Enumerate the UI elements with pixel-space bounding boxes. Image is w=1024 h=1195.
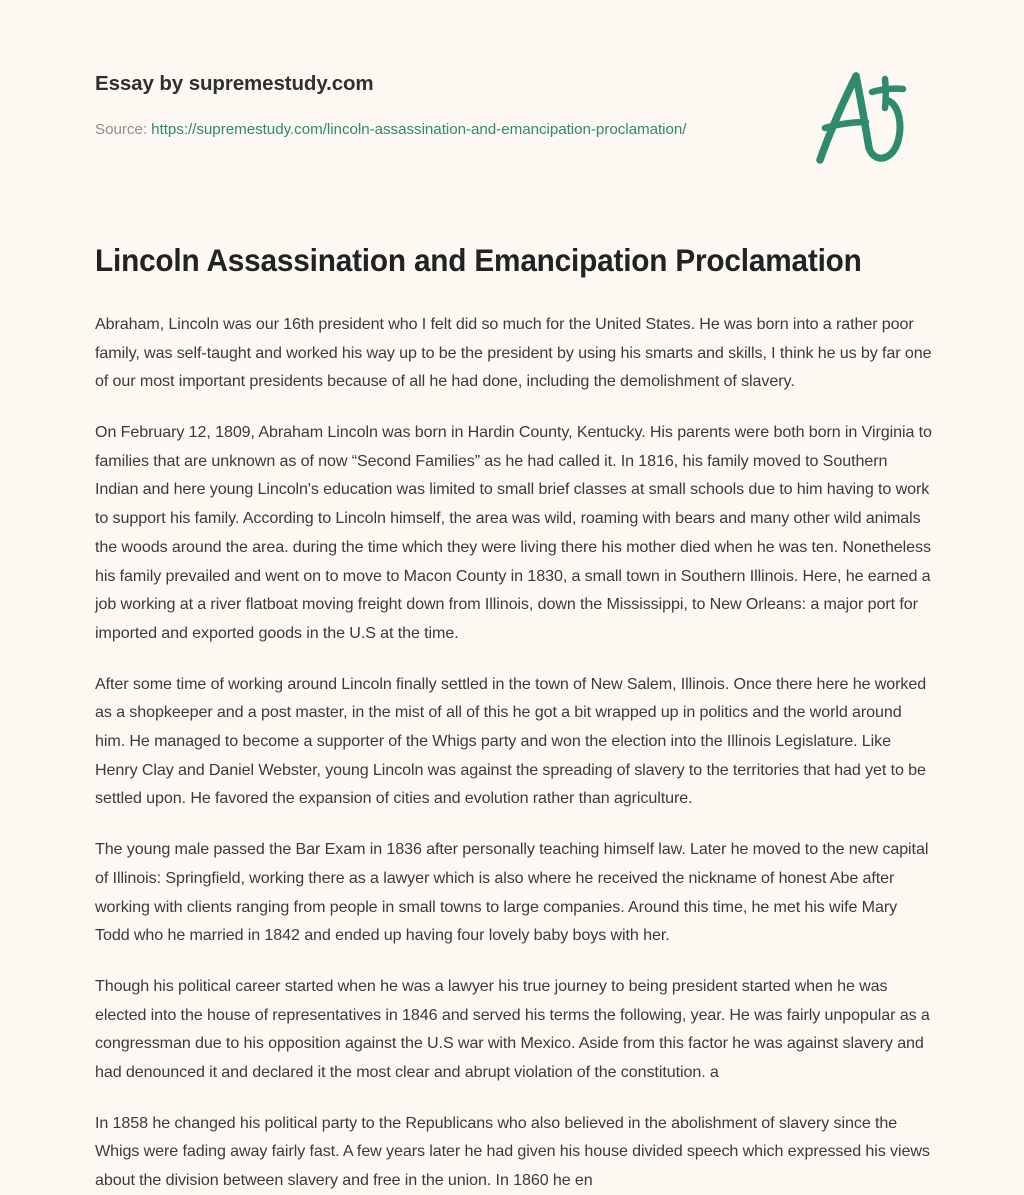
article-paragraph: Abraham, Lincoln was our 16th president who I felt did so much for the United States. He was born into a rather poor family, was self-taught and worked his way up to be the president by using his smarts and skills, I think he us by far one of our most important presidents because of all he had done, including the demolishment of slavery. xyxy=(95,314,932,391)
article-paragraph: Though his political career started when he was a lawyer his true journey to being president started when he was elected into the house of representatives in 1846 and served his terms the following, year. He was fairly unpopular as a congressman due to his opposition against the U.S war with Mexico. Aside from this factor he was against slavery and had denounced it and declared it the most clear and abrupt violation of the constitution. a xyxy=(95,976,930,1082)
a-plus-grade-logo-icon xyxy=(806,62,918,166)
byline: Essay by supremestudy.com xyxy=(95,72,374,95)
page-title: Lincoln Assassination and Emancipation Proclamation xyxy=(95,242,862,278)
page-header xyxy=(0,0,1024,200)
article xyxy=(95,243,933,1195)
article-paragraph: In 1858 he changed his political party to the Republicans who also believed in the abolishment of slavery since the Whigs were fading away fairly fast. A few years later he had given his house divided speech which expressed his views about the division between slavery and free in the union. In 1860 he en xyxy=(95,1113,930,1190)
source-url-link[interactable]: https://supremestudy.com/lincoln-assassination-and-emancipation-proclamation/ xyxy=(151,121,687,138)
source-label: Source: xyxy=(95,121,147,138)
article-paragraph: On February 12, 1809, Abraham Lincoln was born in Hardin County, Kentucky. His parents were both born in Virginia to families that are unknown as of now “Second Families” as he had called it. In 1816, his family moved to Southern Indian and here young Lincoln's education was limited to small brief classes at small schools due to him having to work to support his family. According to Lincoln himself, the area was wild, roaming with bears and many other wild animals the woods around the area. during the time which they were living there his mother died when he was ten. Nonetheless his family prevailed and went on to move to Macon County in 1830, a small town in Southern Illinois. Here, he earned a job working at a river flatboat moving freight down from Illinois, down the Mississippi, to New Orleans: a major port for imported and exported goods in the U.S at the time. xyxy=(95,423,932,642)
source-line xyxy=(95,121,686,138)
article-paragraph: The young male passed the Bar Exam in 1836 after personally teaching himself law. Later he moved to the new capital of Illinois: Springfield, working there as a lawyer which is also where he received the nickname of honest Abe after working with clients ranging from people in small towns to large companies. Around this time, he met his wife Mary Todd who he married in 1842 and ended up having four lovely baby boys with her. xyxy=(95,840,929,945)
article-paragraph: After some time of working around Lincoln finally settled in the town of New Salem, Illinois. Once there here he worked as a shopkeeper and a post master, in the mist of all of this he got a bit wrapped up in politics and the world around him. He managed to become a supporter of the Whigs party and won the election into the Illinois Legislature. Like Henry Clay and Daniel Webster, young Lincoln was against the spreading of slavery to the territories that had yet to be settled upon. He favored the expansion of cities and evolution rather than agriculture. xyxy=(95,674,927,808)
